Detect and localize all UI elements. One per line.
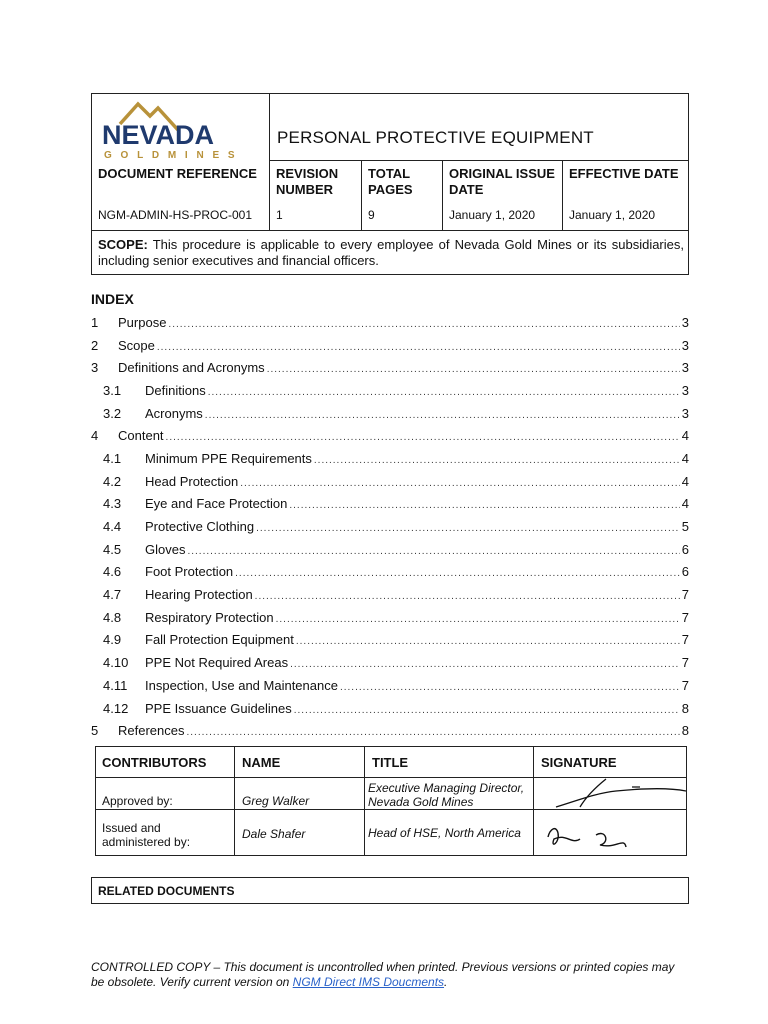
toc-entry-label: PPE Issuance Guidelines <box>145 700 292 716</box>
footer-end: . <box>444 975 448 989</box>
toc-entry-page: 7 <box>681 587 689 603</box>
toc-entry-page: 8 <box>681 723 689 739</box>
toc-entry[interactable] <box>91 583 689 606</box>
toc-entry-page: 3 <box>681 314 689 330</box>
toc-entry[interactable] <box>91 651 689 674</box>
toc-leader-dots <box>294 701 680 716</box>
approved-by-label: Approved by: <box>102 794 173 808</box>
toc-entry[interactable] <box>91 356 689 379</box>
toc-entry-number: 4.7 <box>103 587 122 603</box>
signature-header: SIGNATURE <box>541 755 617 770</box>
contributors-table <box>95 746 687 856</box>
toc-entry-number: 3 <box>91 360 99 376</box>
toc-entry-number: 4.8 <box>103 609 122 625</box>
toc-entry-page: 3 <box>681 405 689 421</box>
toc-entry-label: Definitions and Acronyms <box>118 360 265 376</box>
toc-leader-dots <box>255 587 680 602</box>
toc-leader-dots <box>290 655 680 670</box>
scope-text: This procedure is applicable to every employee of Nevada Gold Mines or its subsidiaries, including senior executives and financial officers. <box>98 237 684 268</box>
toc-entry-label: Minimum PPE Requirements <box>145 450 312 466</box>
toc-leader-dots <box>168 315 679 330</box>
toc-entry[interactable] <box>91 447 689 470</box>
toc-entry-number: 4.5 <box>103 541 122 557</box>
toc-entry-label: References <box>118 723 185 739</box>
toc-entry[interactable] <box>91 470 689 493</box>
toc-entry-number: 4 <box>91 428 99 444</box>
toc-leader-dots <box>240 474 680 489</box>
index-title: INDEX <box>91 291 134 307</box>
toc-entry-page: 8 <box>681 700 689 716</box>
toc-entry-number: 1 <box>91 314 99 330</box>
toc-entry-label: Scope <box>118 337 155 353</box>
toc-leader-dots <box>186 723 679 738</box>
toc-entry-page: 4 <box>681 428 689 444</box>
original-issue-value: January 1, 2020 <box>449 208 536 222</box>
toc-entry[interactable] <box>91 515 689 538</box>
toc-leader-dots <box>256 519 680 534</box>
related-documents-title: RELATED DOCUMENTS <box>98 884 235 898</box>
toc-leader-dots <box>289 496 679 511</box>
nevada-gold-mines-logo <box>98 96 238 160</box>
signature-image <box>536 773 686 855</box>
col-effective-date-label: EFFECTIVE DATE <box>569 166 679 181</box>
toc-entry-number: 4.4 <box>103 519 122 535</box>
toc-entry-number: 5 <box>91 723 99 739</box>
toc-entry-label: PPE Not Required Areas <box>145 655 289 671</box>
issuer-title: Head of HSE, North America <box>368 826 521 840</box>
toc-entry-number: 3.1 <box>103 382 122 398</box>
toc-entry-label: Purpose <box>118 314 167 330</box>
toc-entry[interactable] <box>91 334 689 357</box>
effective-date-value: January 1, 2020 <box>569 208 656 222</box>
toc-entry-page: 3 <box>681 360 689 376</box>
footer-text: CONTROLLED COPY – This document is uncontrolled when printed. Previous versions or printed copies may be obsolete. Verify current version on <box>91 960 675 989</box>
toc-entry-page: 4 <box>681 450 689 466</box>
toc-leader-dots <box>187 542 679 557</box>
toc-leader-dots <box>157 338 680 353</box>
toc-leader-dots <box>208 383 680 398</box>
toc-entry[interactable] <box>91 697 689 720</box>
issuer-name: Dale Shafer <box>242 827 306 841</box>
toc-leader-dots <box>267 360 680 375</box>
toc-entry-page: 7 <box>681 632 689 648</box>
toc-entry-number: 4.11 <box>103 677 128 693</box>
revision-value: 1 <box>276 208 283 222</box>
approver-title: Executive Managing Director, Nevada Gold Mines <box>368 781 525 809</box>
toc-entry[interactable] <box>91 493 689 516</box>
toc-entry-label: Eye and Face Protection <box>145 496 288 512</box>
related-documents-box <box>91 877 689 904</box>
toc-leader-dots <box>276 610 680 625</box>
toc-entry-label: Content <box>118 428 164 444</box>
issued-by-label: Issued and administered by: <box>102 821 191 849</box>
col-doc-reference-label: DOCUMENT REFERENCE <box>98 166 257 181</box>
toc-entry-page: 6 <box>681 564 689 580</box>
toc-entry[interactable] <box>91 402 689 425</box>
toc-entry-label: Hearing Protection <box>145 587 253 603</box>
toc-entry-number: 4.12 <box>103 700 129 716</box>
toc-leader-dots <box>205 406 680 421</box>
table-of-contents <box>91 311 689 742</box>
toc-entry-number: 2 <box>91 337 99 353</box>
col-original-issue-label: ORIGINAL ISSUE DATE <box>449 166 555 197</box>
toc-entry-number: 4.6 <box>103 564 122 580</box>
toc-entry-page: 6 <box>681 541 689 557</box>
document-title: PERSONAL PROTECTIVE EQUIPMENT <box>277 128 594 147</box>
toc-leader-dots <box>340 678 680 693</box>
toc-entry[interactable] <box>91 311 689 334</box>
toc-entry-page: 7 <box>681 655 689 671</box>
toc-entry-page: 4 <box>681 496 689 512</box>
toc-leader-dots <box>296 632 680 647</box>
scope-statement <box>98 237 684 269</box>
document-header-table <box>91 93 689 275</box>
toc-entry[interactable] <box>91 629 689 652</box>
toc-entry[interactable] <box>91 719 689 742</box>
toc-entry-label: Protective Clothing <box>145 519 255 535</box>
logo-sub: G O L D M I N E S <box>104 150 238 160</box>
toc-entry-label: Foot Protection <box>145 564 234 580</box>
toc-entry[interactable] <box>91 379 689 402</box>
toc-entry-label: Definitions <box>145 382 206 398</box>
toc-entry-label: Gloves <box>145 541 186 557</box>
toc-entry-number: 4.3 <box>103 496 122 512</box>
toc-entry-number: 4.9 <box>103 632 122 648</box>
toc-entry[interactable] <box>91 424 689 447</box>
title-header: TITLE <box>372 755 409 770</box>
logo-word: NEVADA <box>102 120 215 150</box>
toc-entry-page: 7 <box>681 609 689 625</box>
toc-entry[interactable] <box>91 561 689 584</box>
toc-entry-page: 5 <box>681 519 689 535</box>
contributors-header: CONTRIBUTORS <box>102 755 207 770</box>
toc-entry-page: 3 <box>681 382 689 398</box>
toc-entry-number: 3.2 <box>103 405 122 421</box>
toc-entry[interactable] <box>91 674 689 697</box>
toc-leader-dots <box>314 451 680 466</box>
toc-entry-number: 4.1 <box>103 450 122 466</box>
toc-entry-page: 3 <box>681 337 689 353</box>
toc-entry-label: Respiratory Protection <box>145 609 274 625</box>
col-total-pages-label: TOTAL PAGES <box>368 166 413 197</box>
toc-entry-page: 4 <box>681 473 689 489</box>
toc-leader-dots <box>166 428 680 443</box>
ngm-direct-link[interactable]: NGM Direct IMS Doucments <box>292 975 445 989</box>
name-header: NAME <box>242 755 281 770</box>
col-revision-label: REVISION NUMBER <box>276 166 339 197</box>
doc-reference-value: NGM-ADMIN-HS-PROC-001 <box>98 208 253 222</box>
toc-entry-label: Fall Protection Equipment <box>145 632 294 648</box>
toc-entry-label: Acronyms <box>145 405 203 421</box>
toc-entry[interactable] <box>91 606 689 629</box>
approver-name: Greg Walker <box>242 794 310 808</box>
toc-leader-dots <box>235 564 680 579</box>
controlled-copy-footer <box>91 960 691 990</box>
toc-entry[interactable] <box>91 538 689 561</box>
toc-entry-label: Inspection, Use and Maintenance <box>145 677 338 693</box>
toc-entry-number: 4.10 <box>103 655 129 671</box>
toc-entry-number: 4.2 <box>103 473 122 489</box>
total-pages-value: 9 <box>368 208 375 222</box>
toc-entry-label: Head Protection <box>145 473 239 489</box>
scope-label: SCOPE: <box>98 237 148 252</box>
toc-entry-page: 7 <box>681 677 689 693</box>
